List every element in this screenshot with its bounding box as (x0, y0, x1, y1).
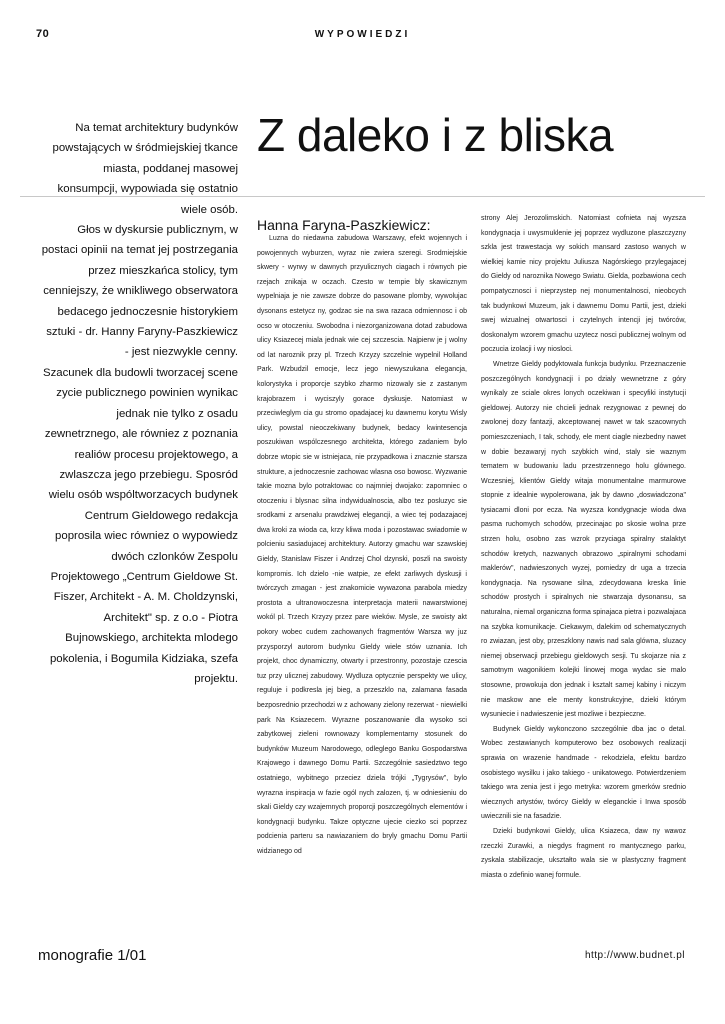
article-paragraph: Dzieki budynkowi Gieldy, ulica Ksiazeca, daw ny wawoz rzeczki Zurawki, a niegdys fragment ro mantycznego parku, zyskala stabilizacje, ukształto wala sie w plastyczny fragment miasta o zdefinio wanej formule. (481, 827, 686, 879)
page-number: 70 (36, 28, 50, 40)
article-title: Z daleko i z bliska (257, 109, 614, 161)
intro-paragraph: Głos w dyskursie publicznym, w postaci opinii na temat jej postrzegania przez mieszkańca stolicy, tym cenniejszy, że wnikliwego obserwatora bedacego jednoczesnie historykiem sztuki - dr. Hanny Faryny-Paszkiewicz - jest niezwykle cenny. (41, 224, 238, 359)
intro-text (40, 118, 238, 689)
section-header: WYPOWIEDZI (314, 29, 411, 40)
article-column-1 (257, 232, 467, 932)
website-url: http://www.budnet.pl (584, 950, 685, 961)
article-paragraph: strony Alej Jerozolimskich. Natomiast cofnieta naj wyzsza kondygnacja i uwysmuklenie jej poprzez wydluzone plaszczyzny szkla jest trawestacja wy sokich mansard zastoso wanych w wielkiej kamie nicy projektu Juliusza Nagórskiego przylegajacej do Gieldy od naroznika Nowego Swiatu. Gielda, pozbawiona cech pompatycznosci i nieprzystep nej monumentalnosci, nieobcych tak budynkowi Muzeum, jak i dawnemu Domu Partii, jest, dzieki swej wizualnej otwartosci i czytelnych intencji jej twórców, doskonalym wzorem gmachu uzytecz nosci publicznej wolnym od poczucia izolacji i wy niosloci. (481, 215, 686, 354)
divider (20, 196, 705, 197)
intro-paragraph: Szacunek dla budowli tworzacej scene zycie publicznego powinien wynikac jednak nie tylko z osadu zewnetrznego, ale równiez z poznania realiów procesu projektowego, a zwlaszcza jego przebiegu. Sposród wielu osób wspóltworzacych budynek Centrum Gieldowego redakcja poprosila wiec równiez o wypowiedz dwóch czlonków Zespolu Projektowego „Centrum Gieldowe St. Fiszer, Architekt - A. M. Choldzynski, Architekt" sp. z o.o - Piotra Bujnowskiego, architekta mlodego pokolenia, i Bogumila Kidziaka, szefa projektu. (42, 366, 238, 685)
article-author: Hanna Faryna-Paszkiewicz: (257, 217, 431, 233)
article-paragraph: Luzna do niedawna zabudowa Warszawy, efekt wojennych i powojennych wyburzen, wyraz nie zwiera szeregi. Srodmiejskie skwery - wyrwy w dawnych przyulicznych ciagach i równych pie rzejach znikaja w oczach. Czesto w tempie bly skawicznym wypelniaja je nie zawsze dobrze do pasowane plomby, wywolujac dysonans estetycz ny, godzac sie na swa razaca odmiennosc i ob ocso w otoczeniu. Swobodna i niezorganizowana dotad zabudowa ulicy Ksiazecej miala jednak wie cej szczescia. Najpierw je j wolny od lat naroznik przy pl. Trzech Krzyzy szczelnie wypelnil Holland Park. Wzbudzil emocje, lecz jego niewyszukana elegancja, kolorystyka i proporcje szybko zharmo nizowaly sie z zastanym krajobrazem i wyciszyly gorace dyskusje. Natomiast w przeciwleglym cia gu stromo opadajacej ku dawnemu korytu Wisly ulicy, powstal nieoczekiwany budynek, bedacy kwintesencja poszukiwan wspólczesnego architekta, którego zadaniem bylo dobrze wtopic sie w istniejaca, nie przypadkowa i znacznie starsza strukture, a jednoczesnie zachowac wlasna oso bowosc. Wyzwanie takie mozna bylo potraktowac co najmniej dwojako: zapomniec o otoczeniu i blysnac silna indywidualnoscia, albo tez posluzyc sie srodkami z arsenalu prawdziwej elegancji, a wiec tej podazajacej dwa kroki za wioda ca, krzy kliwa moda i pozostawac swiadomie w polcieniu sasiadujacej architektury. Autorzy gmachu war szawskiej Gieldy, Stanislaw Fiszer i Andrzej Chol dzynski, poszli na swoisty kompromis. Ich dzielo -nie watpie, ze efekt zarliwych dyskusji i twórczych zmagan - jest znakomicie wywazona parabola miedzy prostota a ultranowoczesna interpretacja materii nawarstwionej wokól pl. Trzech Krzyzy przez pare wieków. Mysle, ze swoisty akt pokory wobec cudem zachowanych fragmentów Warsza wy juz przysporzyl autorom budynku Gieldy wiele stów uznania. Ich projekt, choc dynamiczny, otwarty i przestronny, pozostaje czescia tuz przy ulicznej zabudowy. Wydluza optycznie perspekty we ulicy, reguluje i podkresla jej bieg, a przeszklo na, zalamana fasada bezposrednio przechodzi w z achowany zielony rezerwat - niewielki park Na Ksiazecem. Wyrazne poszanowanie dla wysoko sci zabytkowej zieleni rownowazy komplementarny stosunek do budynków Muzeum Narodowego, odleglego Banku Gospodarstwa Krajowego i dawnego Domu Partii. Szczególnie sasiedztwo tego ostatniego, wybitnego przeciez dziela trójki „Tygrysów", bylo wyrazna inspiracja w fazie ogól nych zalozen, tj. w odniesieniu do skali Gieldy czy wzajemnych proporcji poszczególnych elementów i kondygnacji budynku. Takze optyczne ujecie ciezko sci poprzez podcienia parteru sa nawiazaniem do bryly gmachu Domu Partii widzianego od (257, 235, 467, 855)
publication-name: monografie 1/01 (38, 947, 147, 964)
article-paragraph: Budynek Gieldy wykonczono szczególnie dba jac o detal. Wobec zestawianych komputerowo bez osobowych realizacji sprawia on wrazenie handmade - rekodziela, efektu bardzo osobistego wysilku i jako takiego - unikatowego. Potwierdzeniem takiego wra zenia jest i jego metryka: wzorem gmerków srednio wiecznych artystów, twórcy Gieldy w eleganckie i Inwa sposób uwiecznili sie na fasadzie. (481, 725, 686, 821)
intro-paragraph: Na temat architektury budynków powstających w śródmiejskiej tkance miasta, poddanej masowej konsumpcji, wypowiada się ostatnio wiele osób. (52, 122, 238, 216)
article-paragraph: Wnetrze Gieldy podyktowala funkcja budynku. Przeznaczenie poszczególnych kondygnacji i po dzialy wewnetrzne z góry wynikaly ze sciale okres lonych oczekiwan i specyfiki instytucji gieldowej. Autorzy nie chcieli jednak rezygnowac z pewnej do zwolonej dozy fantazji, akceptowanej nawet w tak szacownych pomieszczeniach, I tak, schody, ele ment ciagle niezbedny nawet w dobie bezawaryj nych szybkich wind, staly sie waznym tematem w budowaniu ladu przestrzennego holu glównego. Wczesniej, klientów Gieldy witaja monumentalne marmurowe stopnie z idealnie wypolerowana, jak by dawno „doswiadczona" tysiacami dloni por ecza. Na wyzsza kondygnacje wioda dwa pasma ruchomych schodów, przecinajac po skosie wolna prze strzen holu, osobno zas wzrok przyciaga spiralny stalaktyt schodów kretych, nazwanych obrazowo „spiralnymi schodami maklerów", nadwieszonych wyzej, pomiedzy dr uga a trzecia kondygnacja. Na rysowane silna, zdecydowana kreska linie schodów prostych i spiralnych nie stwarzaja dysonansu, sa naturalna, niemal organiczna forma spinajaca pietra i pozwalajaca na szybka komunikacje. Ciekawym, dalekim od schematycznych ro zwiazan, jest oby, przeszklony nawis nad sala glówna, sluzacy niemej obserwacji przebiegu gieldowych sesji. Tu skojarze nia z samotnym wagonikiem kolejki linowej moga wydac sie malo stosowne, prowokuja don jednak i ksztalt samej kabiny i niczym nie maskow ane ele menty konstrukcyjne, dzieki którym wysuniecie i nadwieszenie jest mozliwe i bezpieczne. (481, 360, 686, 719)
article-column-2 (481, 212, 686, 944)
